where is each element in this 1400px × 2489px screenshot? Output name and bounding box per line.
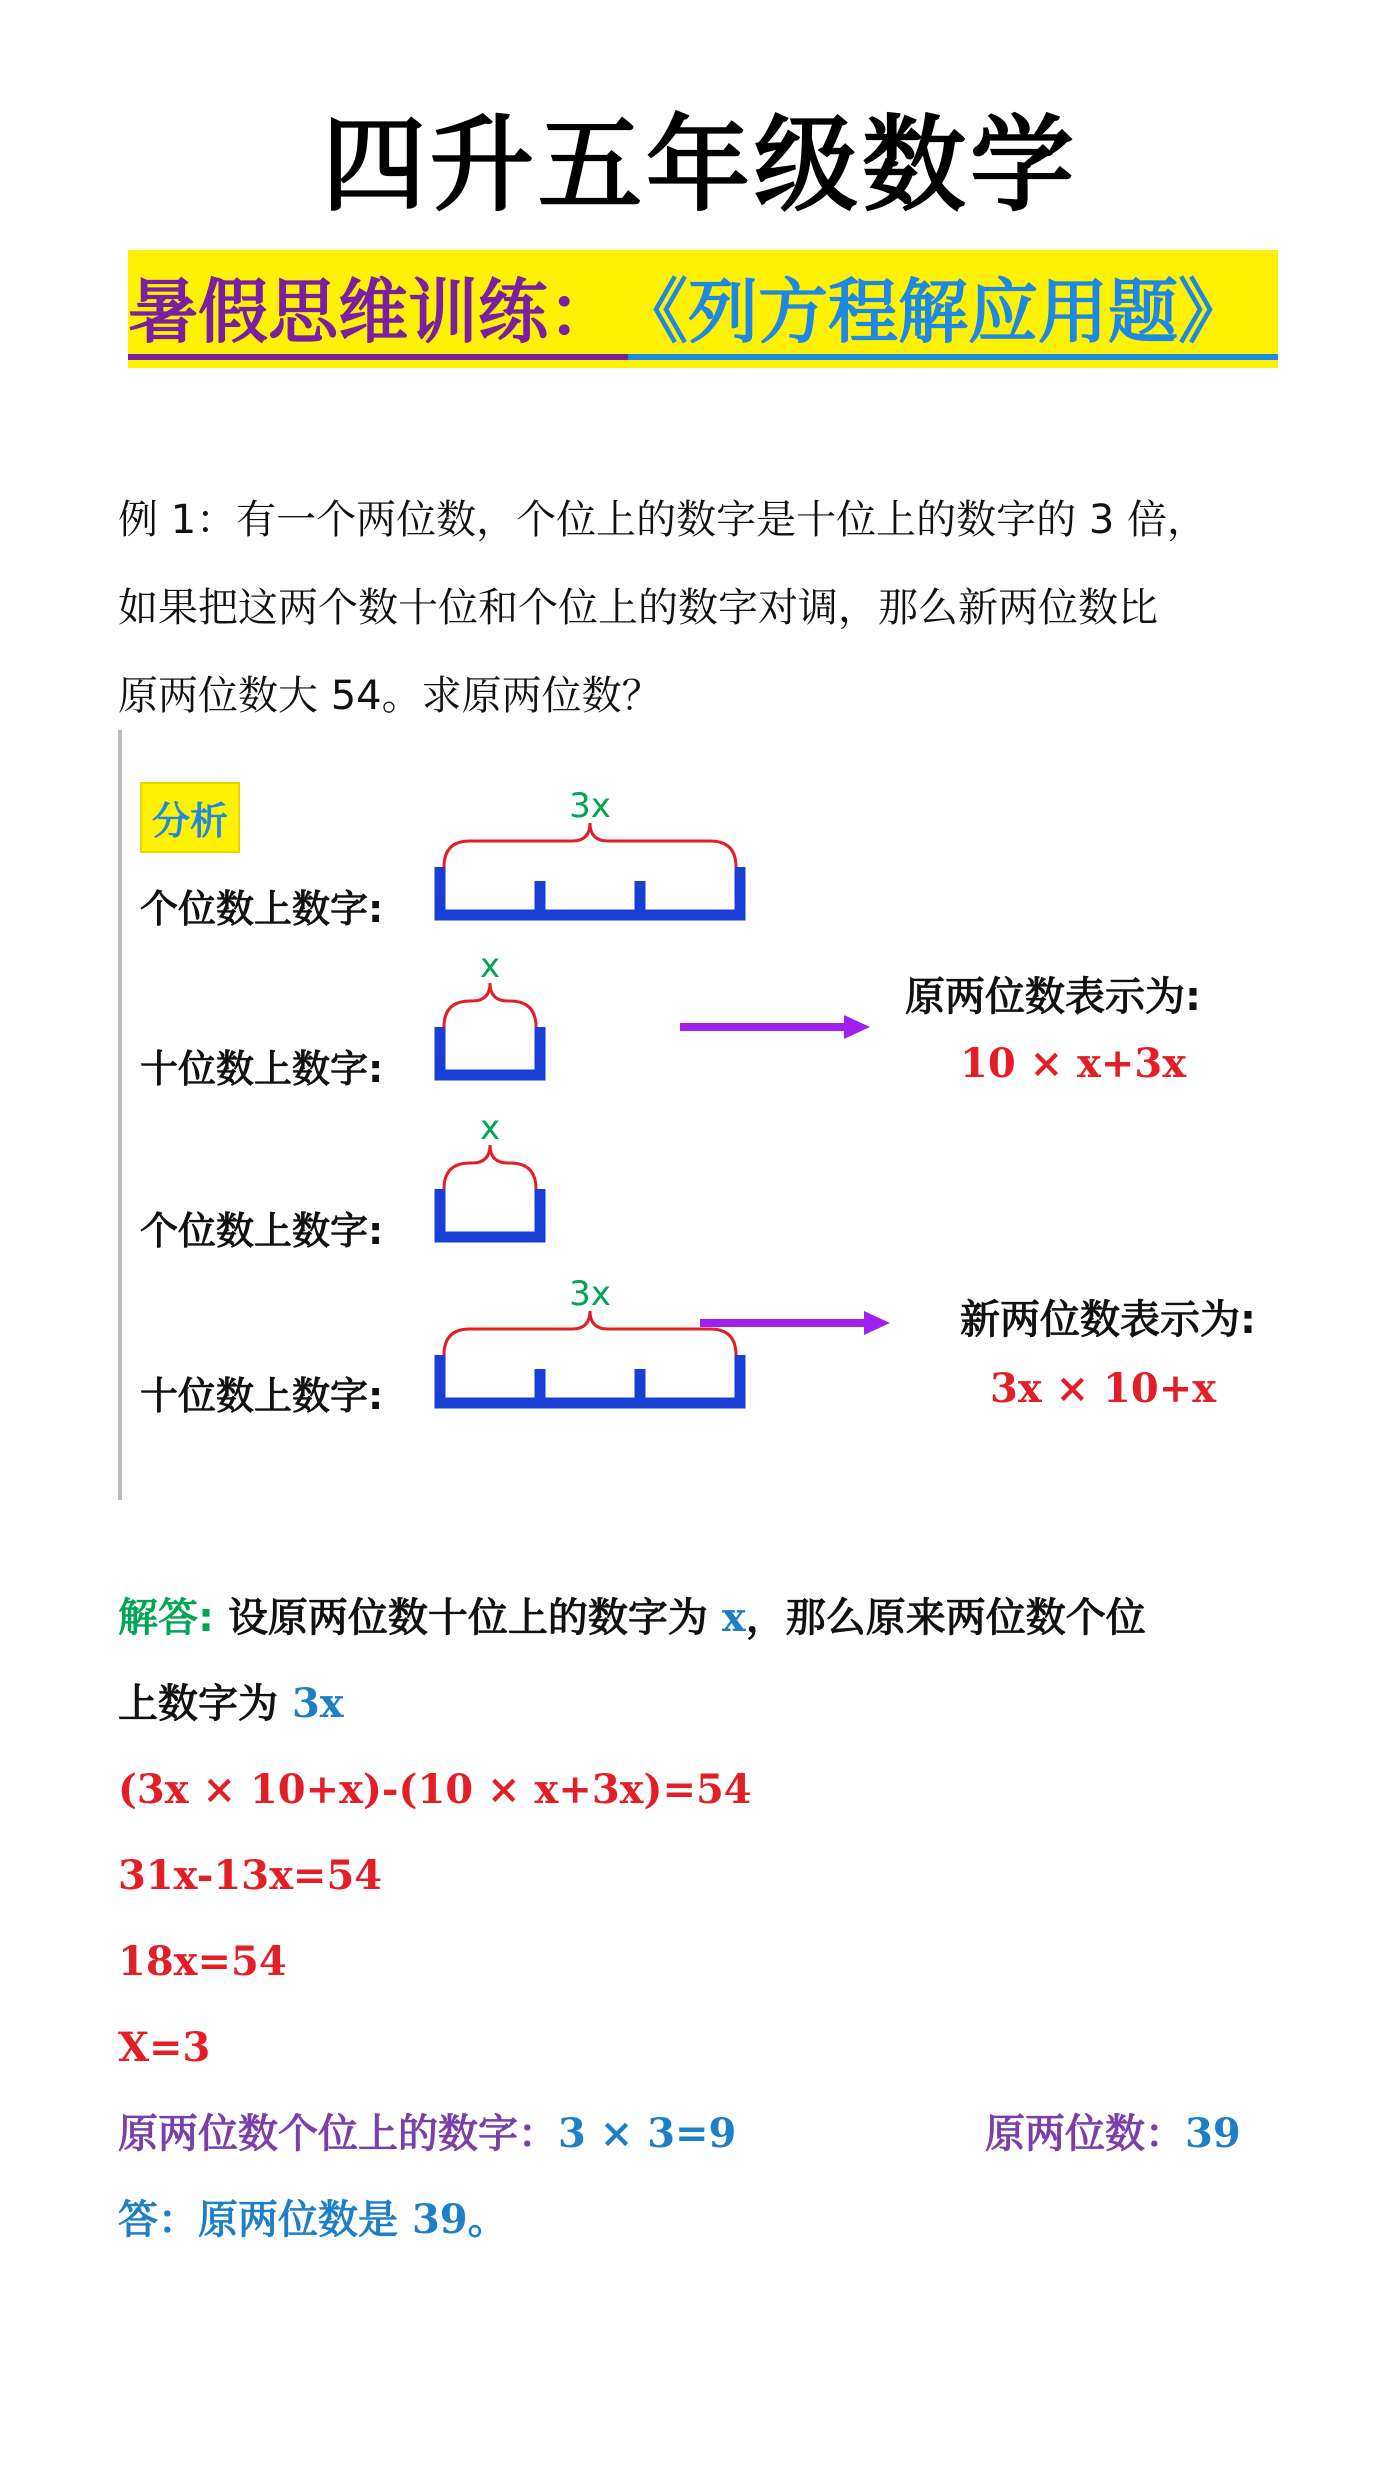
arrow-new-head	[864, 1311, 890, 1335]
units-digit-value: 3 × 3=9	[558, 2110, 737, 2157]
brace-label-row-2: x	[479, 946, 501, 986]
equation-2: 31x-13x=54	[118, 1852, 383, 1899]
answer-line-1	[118, 1588, 1146, 1648]
banner-left-text: 暑假思维训练：	[128, 270, 618, 353]
bar-row-4	[440, 1355, 740, 1403]
bar-row-3	[440, 1189, 540, 1237]
answer-text-1b: ，那么原来两位数个位	[745, 1595, 1146, 1641]
original-number-result-value: 39	[1185, 2110, 1241, 2157]
banner-right-text: 《列方程解应用题》	[618, 270, 1248, 353]
original-number-line	[985, 2104, 1241, 2164]
final-answer-line	[118, 2190, 508, 2250]
units-digit-line	[118, 2104, 736, 2164]
final-answer-end: 。	[467, 2197, 508, 2243]
brace-row-3	[444, 1145, 536, 1189]
problem-line-3: 原两位数大 54。求原两位数？	[118, 673, 662, 719]
brace-row-4	[444, 1311, 736, 1355]
answer-line-2	[118, 1674, 344, 1734]
final-answer-label: 答：原两位数是	[118, 2197, 412, 2243]
arrow-original-head	[844, 1015, 870, 1039]
problem-line-1: 例 1：有一个两位数，个位上的数字是十位上的数字的 3 倍，	[118, 497, 1208, 543]
answer-var-3x: 3x	[291, 1680, 344, 1727]
row-label-tens-1: 十位数上数字:	[140, 1047, 384, 1091]
row-label-units-2: 个位数上数字:	[140, 1209, 384, 1253]
bar-row-1	[440, 867, 740, 915]
bar-row-2	[440, 1027, 540, 1075]
answer-text-2a: 上数字为	[118, 1681, 292, 1727]
row-label-tens-2: 十位数上数字:	[140, 1374, 384, 1418]
equation-4: X=3	[118, 2024, 211, 2071]
answer-var-x: x	[721, 1594, 746, 1641]
equation-1: (3x × 10+x)-(10 × x+3x)=54	[118, 1766, 752, 1813]
problem-line-2: 如果把这两个数十位和个位上的数字对调，那么新两位数比	[118, 585, 1158, 631]
brace-label-row-4: 3x	[569, 1274, 611, 1314]
new-number-label: 新两位数表示为:	[960, 1297, 1256, 1343]
answer-text-1a: 设原两位数十位上的数字为	[227, 1595, 722, 1641]
new-number-expression: 3x × 10+x	[990, 1365, 1217, 1412]
original-number-expression: 10 × x+3x	[960, 1040, 1187, 1087]
answer-heading: 解答:	[118, 1595, 214, 1641]
brace-label-row-3: x	[479, 1108, 501, 1148]
final-answer-value: 39	[411, 2196, 468, 2243]
analysis-label: 分析	[140, 782, 240, 853]
page-title: 四升五年级数学	[321, 104, 1078, 226]
original-number-label: 原两位数表示为:	[905, 974, 1201, 1020]
units-digit-label: 原两位数个位上的数字：	[118, 2111, 558, 2157]
brace-label-row-1: 3x	[569, 786, 611, 826]
row-label-units-1: 个位数上数字:	[140, 887, 384, 931]
brace-row-2	[444, 983, 536, 1027]
brace-row-1	[444, 823, 736, 867]
original-number-result-label: 原两位数：	[985, 2111, 1185, 2157]
equation-3: 18x=54	[118, 1938, 287, 1985]
